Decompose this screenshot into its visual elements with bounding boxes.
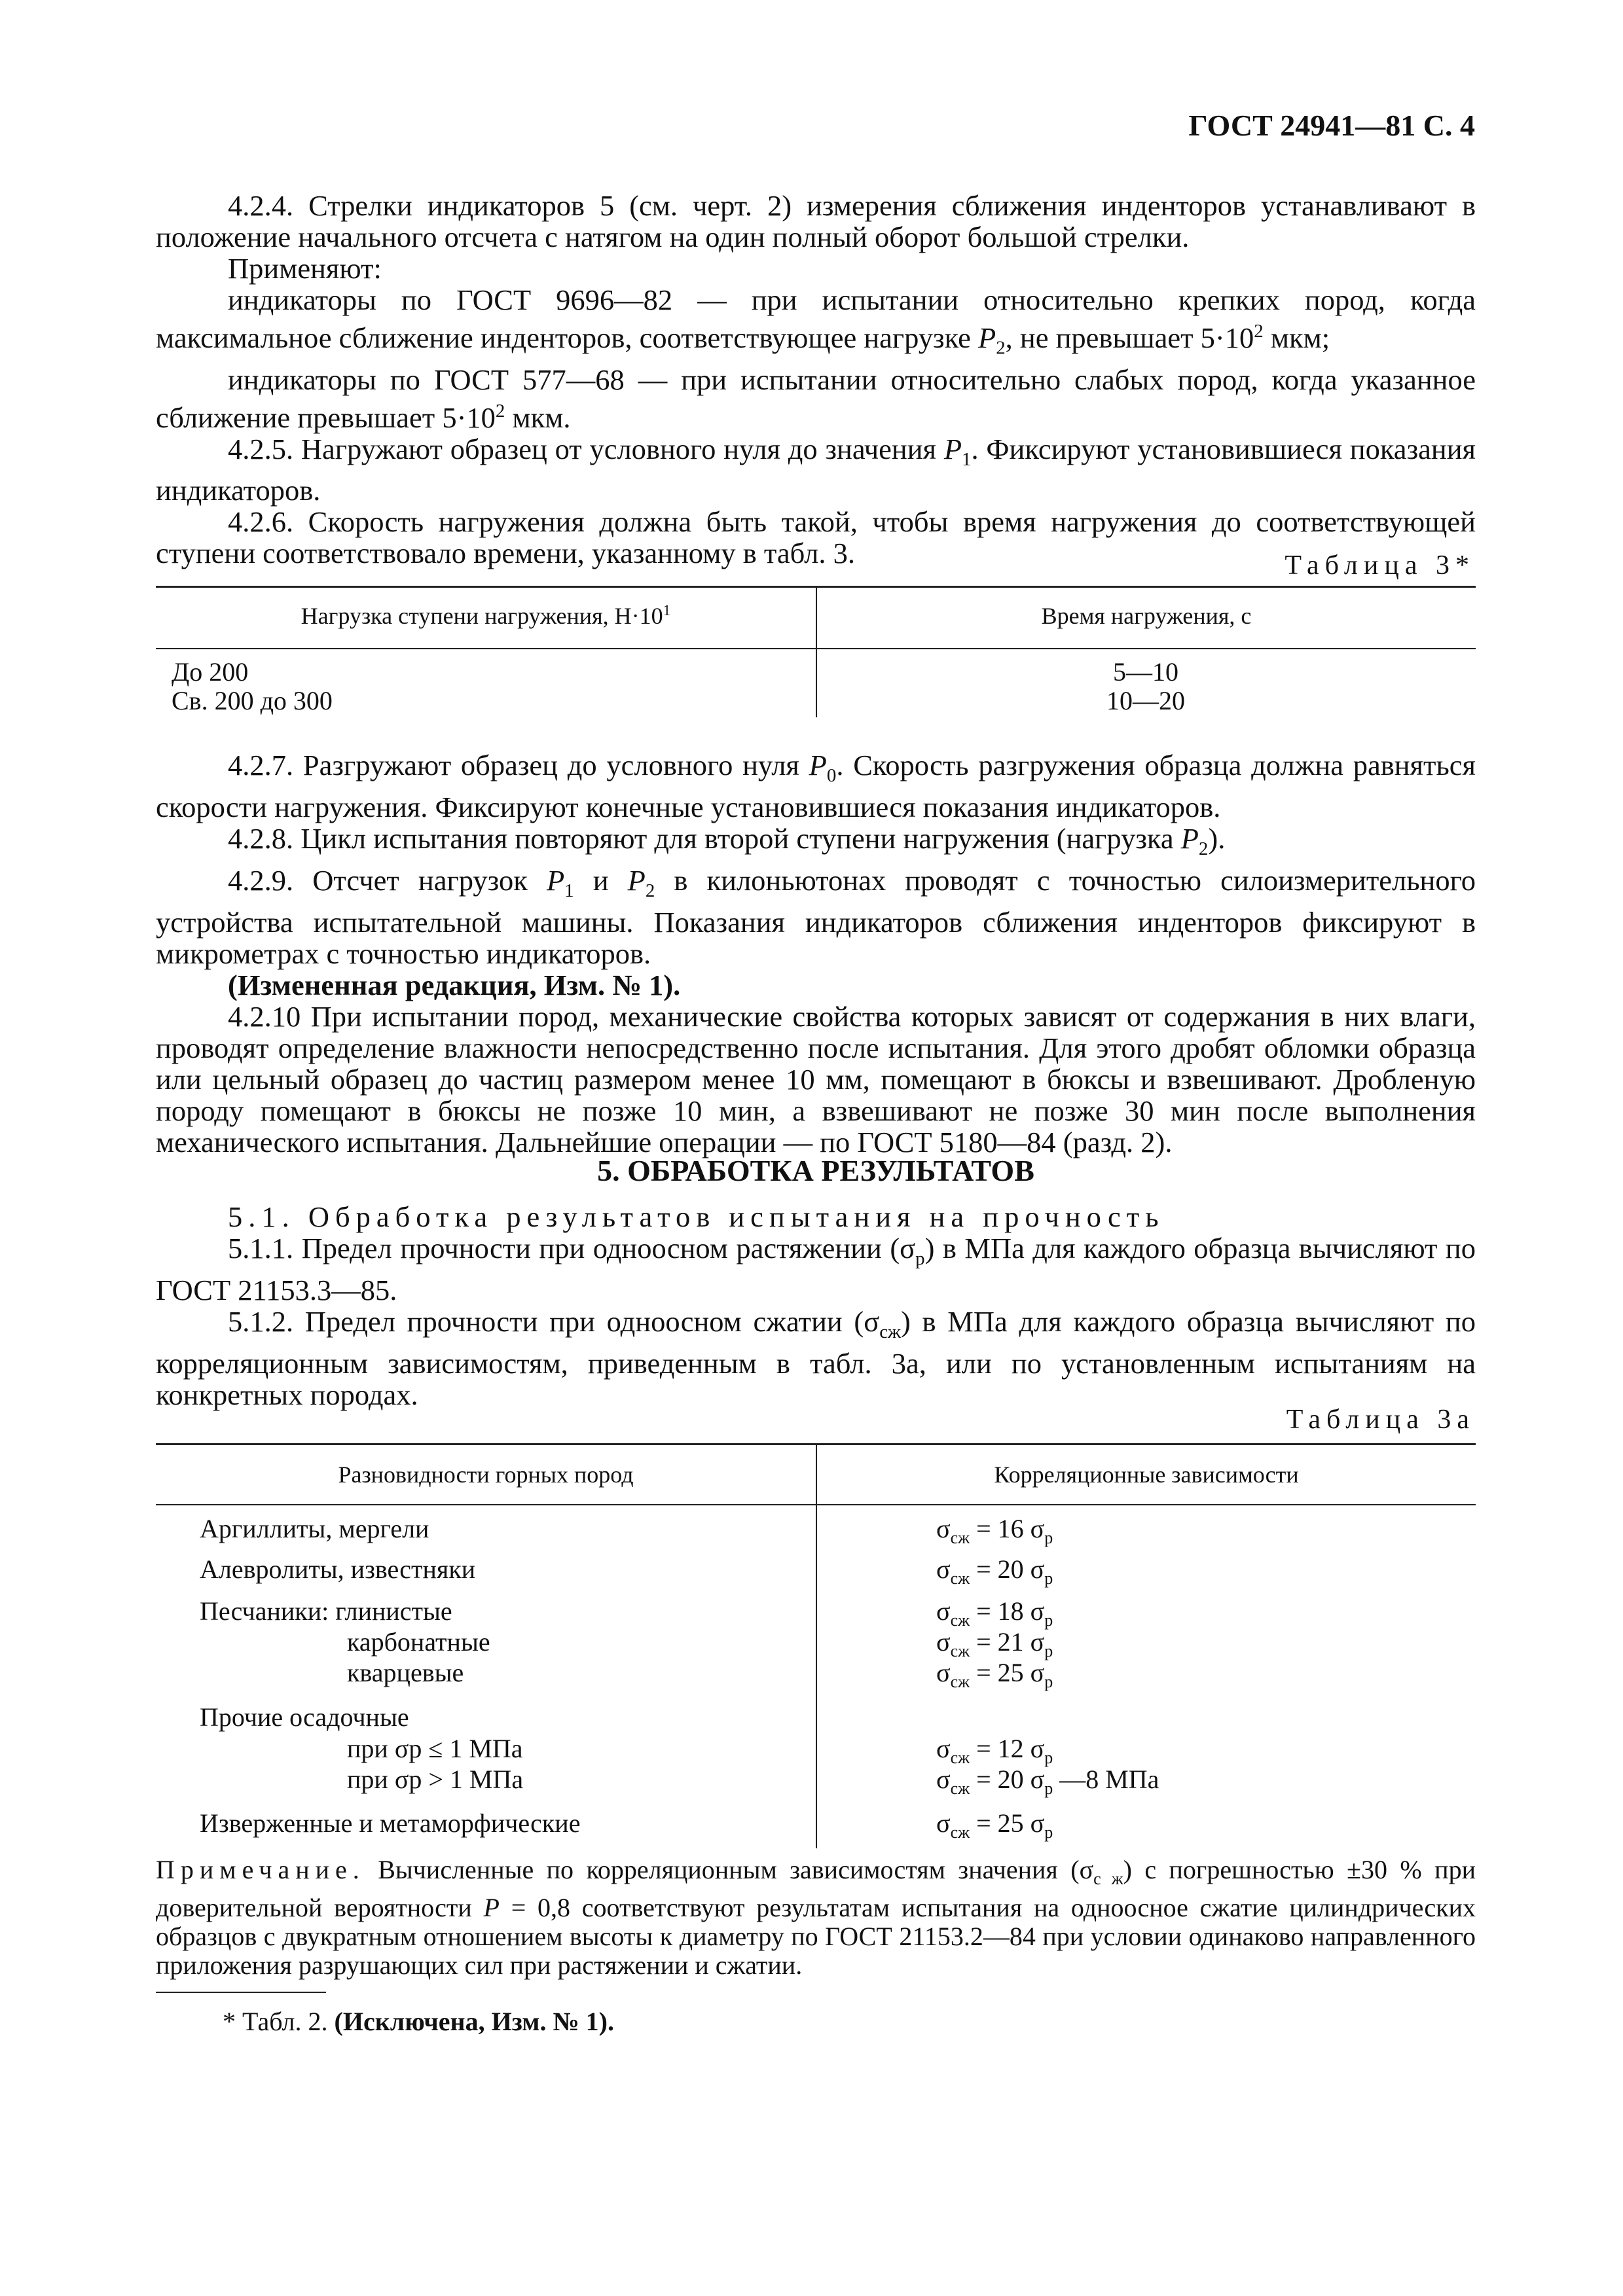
table-3a-row-rock: Алевролиты, известняки xyxy=(200,1554,476,1584)
table-3-caption: Таблица 3* xyxy=(1285,550,1475,581)
table-3a-note: Примечание. Вычисленные по корреляционным зависимостям значения $(\sigma_{с ж})$ с погрешностью ±30 % при доверительной вероятности P = 0,8 соответствуют результатам испытания на одноосное сжатие цилиндрических образцов с двукратным отношением высоты к диаметру по ГОСТ 21153.2—84 при условии одинаково направленного приложения разрушающих сил при растяжении и сжатии. xyxy=(156,1855,1476,1980)
table-3a-row-formula: $\sigma_{сж} = 18$ $\sigma_р$ xyxy=(936,1596,1053,1630)
table-3a-row-rock: Прочие осадочные xyxy=(200,1702,409,1732)
table-3-row-1-load: До 200 xyxy=(172,657,249,687)
table-3a-row-rock: при σр > 1 МПа xyxy=(347,1765,524,1794)
table-3-row-1-time: 5—10 xyxy=(1113,657,1178,687)
table-3a-row-rock: Аргиллиты, мергели xyxy=(200,1514,429,1543)
paragraph-4-2-7: 4.2.7. Разгружают образец до условного нуля $P_0$. Скорость разгружения образца должна равняться скорости нагружения. Фиксируют конечные установившиеся показания индикаторов. xyxy=(156,749,1476,823)
table-3a-caption: Таблица 3а xyxy=(1286,1405,1475,1435)
paragraph-apply: Применяют: xyxy=(228,252,382,285)
footnote: * Табл. 2. (Исключена, Изм. № 1). xyxy=(223,2007,614,2036)
paragraph-indicators-9696: индикаторы по ГОСТ 9696—82 — при испытании относительно крепких пород, когда максимальное сближение инденторов, соответствующее нагрузке $P_2$, не превышает $5\cdot 10^2$ мкм; xyxy=(156,283,1476,359)
table-3a-row-formula: $\sigma_{сж} = 25$ $\sigma_р$ xyxy=(936,1808,1053,1842)
paragraph-5-1-2: 5.1.2. Предел прочности при одноосном сжатии $(\sigma_{сж})$ в МПа для каждого образца вычисляют по корреляционным зависимостям, приведенным в табл. 3а, или по установленным испытаниям на конкретных породах. xyxy=(156,1304,1476,1411)
section-5-title: 5. ОБРАБОТКА РЕЗУЛЬТАТОВ xyxy=(597,1154,1034,1187)
page-header: ГОСТ 24941—81 С. 4 xyxy=(1188,109,1475,142)
table-3a-row-rock: кварцевые xyxy=(347,1658,464,1687)
section-4-2-7-to-4-2-10 xyxy=(156,749,1476,1158)
paragraph-4-2-8: 4.2.8. Цикл испытания повторяют для второй ступени нагружения (нагрузка $P_2$). xyxy=(228,821,1226,859)
amendment-note: (Измененная редакция, Изм. № 1). xyxy=(228,968,681,1001)
section-5-body xyxy=(156,1201,1476,1410)
paragraph-4-2-4: 4.2.4. Стрелки индикаторов 5 (см. черт. 2) измерения сближения инденторов устанавливают в положение начального отсчета с натягом на один полный оборот большой стрелки. xyxy=(156,189,1476,253)
paragraph-4-2-9: 4.2.9. Отсчет нагрузок $P_1$ и $P_2$ в килоньютонах проводят с точностью силоизмерительного устройства испытательной машины. Показания индикаторов сближения инденторов фиксируют в микрометрах с точностью индикаторов. xyxy=(156,863,1476,970)
table-3-row-2-time: 10—20 xyxy=(1106,686,1185,715)
table-3a-row-formula: $\sigma_{сж} = 21$ $\sigma_р$ xyxy=(936,1627,1053,1660)
table-3a-row-formula: $\sigma_{сж} = 20$ $\sigma_р$ xyxy=(936,1554,1053,1588)
paragraph-4-2-6: 4.2.6. Скорость нагружения должна быть такой, чтобы время нагружения до соответствующей ступени соответствовало времени, указанному в табл. 3. xyxy=(156,505,1476,570)
table-3-header-rule xyxy=(156,648,1476,649)
table-3a-row-rock: Песчаники: глинистые xyxy=(200,1596,452,1626)
table-3a-row-formula: $\sigma_{сж} = 25$ $\sigma_р$ xyxy=(936,1658,1053,1691)
table-3-header-time: Время нагружения, с xyxy=(1041,603,1252,629)
table-3a-row-rock: Изверженные и метаморфические xyxy=(200,1808,581,1838)
table-3a-header-rock: Разновидности горных пород xyxy=(338,1462,634,1488)
paragraph-5-1-1: 5.1.1. Предел прочности при одноосном растяжении $(\sigma_р)$ в МПа для каждого образца вычисляют по ГОСТ 21153.3—85. xyxy=(156,1232,1476,1306)
footnote-rule xyxy=(156,1992,326,1993)
table-3a-header-correlation: Корреляционные зависимости xyxy=(994,1462,1299,1488)
table-3a-row-rock: карбонатные xyxy=(347,1627,490,1657)
table-3a-row-formula: $\sigma_{сж} = 12$ $\sigma_р$ xyxy=(936,1734,1053,1767)
paragraph-4-2-10: 4.2.10 При испытании пород, механические свойства которых зависят от содержания в них влаги, проводят определение влажности непосредственно после испытания. Для этого дробят обломки образца или цельный образец до частиц размером менее 10 мм, помещают в бюксы и взвешивают. Дробленую породу помещают в бюксы не позже 10 мин, а взвешивают не позже 30 мин после выполнения механического испытания. Дальнейшие операции — по ГОСТ 5180—84 (разд. 2). xyxy=(156,999,1476,1158)
table-3-row-2-load: Св. 200 до 300 xyxy=(172,686,333,715)
section-4-2-4-to-4-2-6 xyxy=(156,190,1476,569)
table-3a-row-rock: при σр ≤ 1 МПа xyxy=(347,1734,523,1763)
table-3-header-load: Нагрузка ступени нагружения, $Н\cdot 10^1$ xyxy=(301,602,671,629)
table-3a-row-formula: $\sigma_{сж} = 20$ $\sigma_р$ —8 МПа xyxy=(936,1765,1159,1798)
note-label: Примечание. xyxy=(156,1855,365,1884)
paragraph-indicators-577: индикаторы по ГОСТ 577—68 — при испытании относительно слабых пород, когда указанное сближение превышает $5\cdot 10^2$ мкм. xyxy=(156,363,1476,434)
paragraph-4-2-5: 4.2.5. Нагружают образец от условного нуля до значения $P_1$. Фиксируют установившиеся показания индикаторов. xyxy=(156,432,1476,507)
table-3a-header-rule xyxy=(156,1504,1476,1505)
table-3a-row-formula: $\sigma_{сж} = 16$ $\sigma_р$ xyxy=(936,1514,1053,1547)
subsection-5-1-title: 5.1. Обработка результатов испытания на прочность xyxy=(228,1200,1165,1233)
